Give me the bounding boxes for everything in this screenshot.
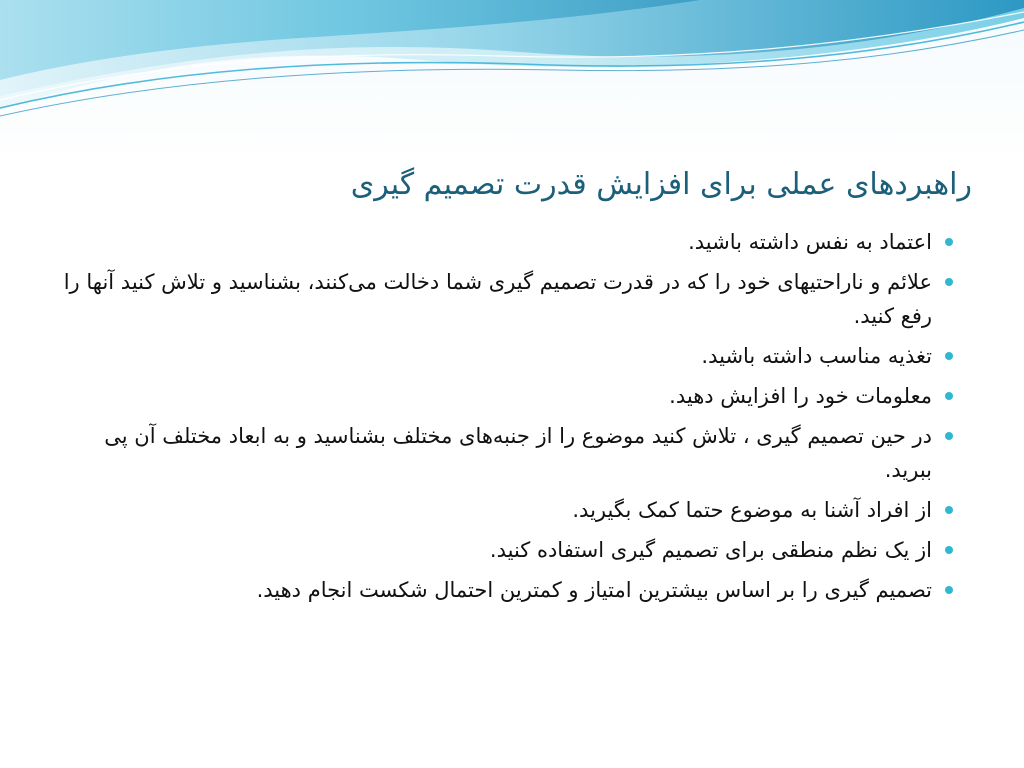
bullet-text: در حین تصمیم گیری ، تلاش کنید موضوع را از جنبه‌های مختلف بشناسید و به ابعاد مختلف آن پی ببرید.	[104, 424, 932, 482]
bullet-dot-icon	[945, 586, 953, 594]
bullet-text: معلومات خود را افزایش دهید.	[669, 384, 932, 408]
bullet-dot-icon	[945, 546, 953, 554]
wave-ribbon-icon	[0, 0, 1024, 125]
bullet-item	[62, 379, 952, 413]
slide-title: راهبردهای عملی برای افزایش قدرت تصمیم گیری	[350, 167, 972, 202]
bullet-dot-icon	[945, 278, 953, 286]
bullet-dot-icon	[945, 238, 953, 246]
bullet-list	[62, 225, 952, 613]
bullet-text: علائم و ناراحتیهای خود را که در قدرت تصمیم گیری شما دخالت می‌کنند، بشناسید و تلاش کنید آنها را رفع کنید.	[63, 270, 932, 328]
bullet-text: اعتماد به نفس داشته باشید.	[688, 230, 932, 254]
bullet-item	[62, 533, 952, 567]
bullet-dot-icon	[945, 392, 953, 400]
bullet-item	[62, 573, 952, 607]
bullet-text: از یک نظم منطقی برای تصمیم گیری استفاده کنید.	[489, 538, 932, 562]
bullet-item	[62, 493, 952, 527]
bullet-dot-icon	[945, 432, 953, 440]
bullet-text: تغذیه مناسب داشته باشید.	[701, 344, 932, 368]
bullet-text: از افراد آشنا به موضوع حتما کمک بگیرید.	[572, 498, 932, 522]
bullet-item	[62, 265, 952, 333]
bullet-dot-icon	[945, 506, 953, 514]
bullet-item	[62, 225, 952, 259]
bullet-text: تصمیم گیری را بر اساس بیشترین امتیاز و کمترین احتمال شکست انجام دهید.	[256, 578, 932, 602]
bullet-item	[62, 339, 952, 373]
bullet-dot-icon	[945, 352, 953, 360]
bullet-item	[62, 419, 952, 487]
